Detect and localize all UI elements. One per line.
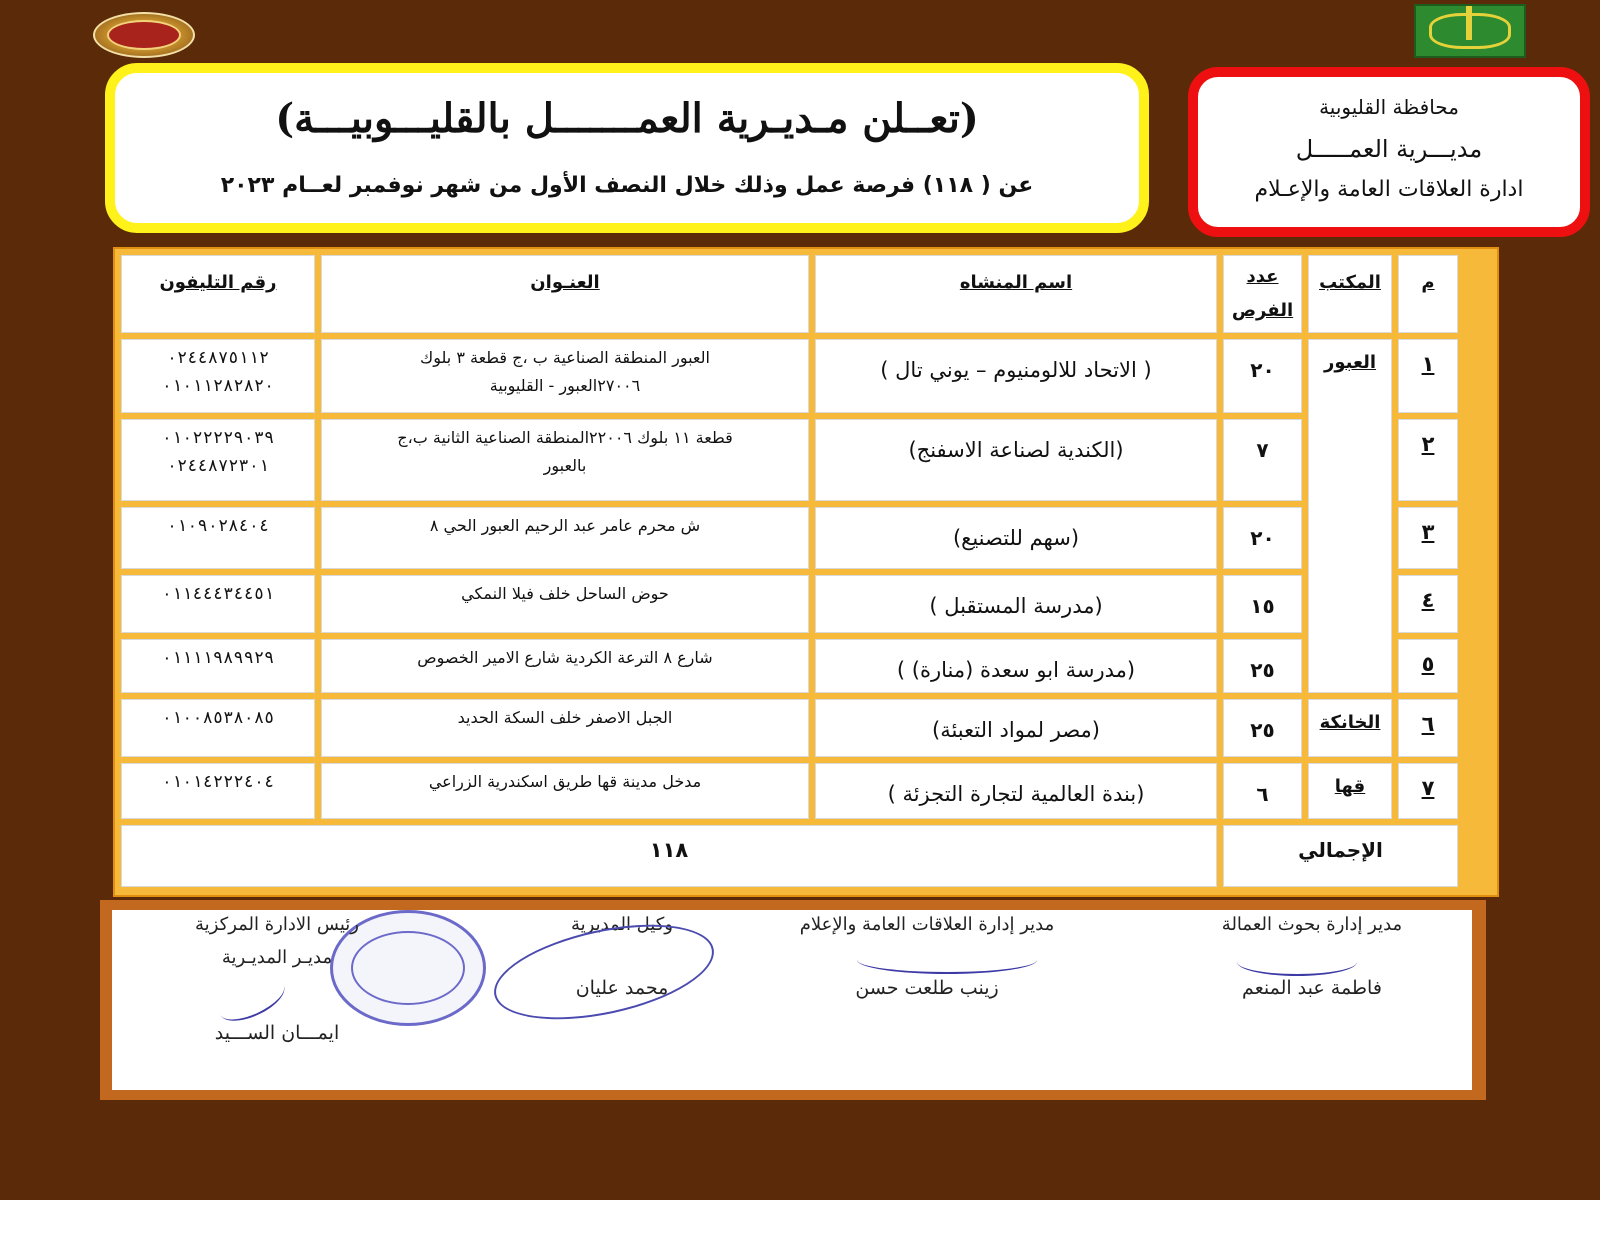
governorate-logo (1414, 4, 1526, 58)
row6-num: ٦ (1398, 699, 1458, 757)
header-num: م (1398, 255, 1458, 333)
row5-phone: ٠١١١١٩٨٩٩٢٩ (121, 639, 315, 693)
announcement-subtitle: عن ( ١١٨) فرصة عمل وذلك خلال النصف الأول من شهر نوفمبر لعــام ٢٠٢٣ (220, 173, 1034, 198)
signatures-paper (112, 910, 1472, 1090)
signatures-panel (100, 900, 1486, 1100)
header-phone: رقم التليفون (121, 255, 315, 333)
agency-governorate: محافظة القليوبية (1319, 95, 1459, 119)
announcement-banner (105, 63, 1149, 233)
signature-title-line1: رئيس الادارة المركزية (195, 914, 359, 935)
row2-count: ٧ (1223, 419, 1302, 501)
header-count (1223, 255, 1302, 333)
row7-count: ٦ (1223, 763, 1302, 819)
row4-num: ٤ (1398, 575, 1458, 633)
row7-company: (بندة العالمية لتجارة التجزئة ) (815, 763, 1217, 819)
row5-count: ٢٥ (1223, 639, 1302, 693)
row2-phone-line1: ٠١٠٢٢٢٢٩٠٣٩ (161, 428, 275, 448)
row2-phone (121, 419, 315, 501)
row5-num: ٥ (1398, 639, 1458, 693)
signature-name: محمد عليان (575, 977, 669, 999)
header-count-line2: الفرص (1231, 300, 1294, 321)
row1-address-line2: ٢٧٠٠٦العبور - القليوبية (489, 376, 641, 395)
row6-count: ٢٥ (1223, 699, 1302, 757)
row1-num: ١ (1398, 339, 1458, 413)
signature-title: وكيل المديرية (571, 914, 673, 935)
handwritten-signature-1 (1237, 948, 1357, 976)
center-khanka: الخانكة (1308, 699, 1392, 757)
total-label: الإجمالي (1223, 825, 1458, 887)
signature-title: مدير إدارة العلاقات العامة والإعلام (799, 914, 1055, 935)
header-address: العنـوان (321, 255, 809, 333)
agency-department: ادارة العلاقات العامة والإعـلام (1254, 177, 1524, 202)
row1-count: ٢٠ (1223, 339, 1302, 413)
row3-num: ٣ (1398, 507, 1458, 569)
row3-company: (سهم للتصنيع) (815, 507, 1217, 569)
center-obour: العبور (1308, 339, 1392, 693)
header-center: المكتب (1308, 255, 1392, 333)
signature-title: مدير إدارة بحوث العمالة (1221, 914, 1403, 935)
row6-company: (مصر لمواد التعبئة) (815, 699, 1217, 757)
row1-address (321, 339, 809, 413)
row4-phone: ٠١١٤٤٤٣٤٤٥١ (121, 575, 315, 633)
row7-phone: ٠١٠١٤٢٢٢٤٠٤ (121, 763, 315, 819)
row1-phone-line2: ٠١٠١١٢٨٢٨٢٠ (161, 376, 275, 396)
row5-address: شارع ٨ الترعة الكردية شارع الامير الخصوص (321, 639, 809, 693)
governorate-logo-inner (1429, 13, 1511, 49)
handwritten-signature-2 (857, 946, 1037, 974)
center-qaha: قها (1308, 763, 1392, 819)
row2-phone-line2: ٠٢٤٤٨٧٢٣٠١ (166, 456, 270, 476)
signature-name: زينب طلعت حسن (855, 977, 999, 999)
announcement-title: (تعــلن مـديـرية العمـــــــل بالقليـــوبيـــة) (275, 95, 979, 142)
row2-num: ٢ (1398, 419, 1458, 501)
egypt-emblem-logo (93, 12, 195, 58)
row2-address-line2: بالعبور (543, 456, 587, 475)
signature-title-line2: مديـر المديـرية (221, 947, 333, 968)
row4-address: حوض الساحل خلف فيلا النمكي (321, 575, 809, 633)
total-value: ١١٨ (121, 825, 1217, 887)
row6-phone: ٠١٠٠٨٥٣٨٠٨٥ (121, 699, 315, 757)
row6-address: الجبل الاصفر خلف السكة الحديد (321, 699, 809, 757)
row3-address: ش محرم عامر عبد الرحيم العبور الحي ٨ (321, 507, 809, 569)
row2-company: (الكندية لصناعة الاسفنج) (815, 419, 1217, 501)
row3-count: ٢٠ (1223, 507, 1302, 569)
row1-phone (121, 339, 315, 413)
row4-company: (مدرسة المستقبل ) (815, 575, 1217, 633)
row4-count: ١٥ (1223, 575, 1302, 633)
row1-company: ( الاتحاد للالومنيوم – يوني تال ) (815, 339, 1217, 413)
row1-phone-line1: ٠٢٤٤٨٧٥١١٢ (166, 348, 270, 368)
row2-address (321, 419, 809, 501)
row5-company: (مدرسة ابو سعدة (منارة) ) (815, 639, 1217, 693)
signature-name: فاطمة عبد المنعم (1242, 977, 1382, 999)
header-count-line1: عدد (1246, 266, 1279, 287)
row7-num: ٧ (1398, 763, 1458, 819)
row7-address: مدخل مدينة قها طريق اسكندرية الزراعي (321, 763, 809, 819)
header-company: اسم المنشاه (815, 255, 1217, 333)
jobs-table (113, 247, 1499, 897)
emblem-inner (107, 20, 181, 50)
signature-name: ايمـــان الســـيد (214, 1022, 340, 1044)
row3-phone: ٠١٠٩٠٢٨٤٠٤ (121, 507, 315, 569)
agency-box (1188, 67, 1590, 237)
agency-directorate: مديـــرية العمـــــل (1295, 135, 1483, 163)
row1-address-line1: العبور المنطقة الصناعية ب ،ج قطعة ٣ بلوك (420, 348, 710, 367)
row2-address-line1: قطعة ١١ بلوك ٢٢٠٠٦المنطقة الصناعية الثانية ب،ج (397, 428, 733, 447)
